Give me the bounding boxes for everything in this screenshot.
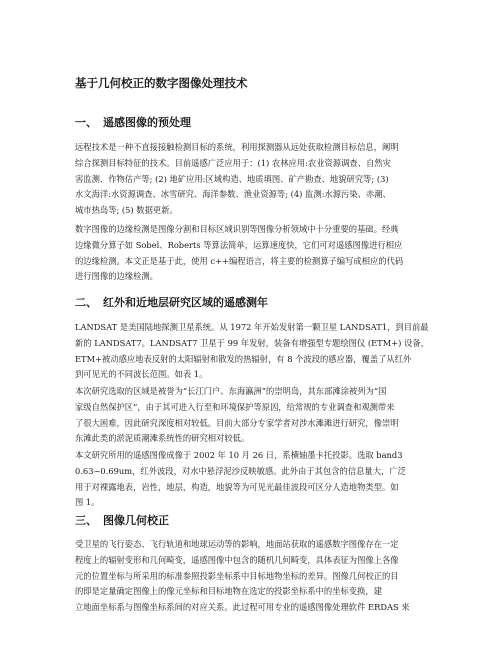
section-heading-text: 图像几何校正: [103, 514, 169, 527]
paragraph: [75, 448, 427, 511]
paragraph: [75, 537, 427, 616]
text-line: LANDSAT 是美国陆地探测卫星系统。从 1972 年开始发射第一颗卫星 LANDSAT1，到目前最: [75, 322, 429, 332]
text-line: 受卫星的飞行姿态、飞行轨道和地球运动等的影响，地面站获取的遥感数字图像存在一定: [75, 539, 399, 549]
text-line: 本次研究选取的区域是被誉为“长江门户、东海瀛洲”的崇明岛，其东部滩涂被列为“国: [75, 386, 387, 396]
text-line: 的边缘检测。本文正是基于此，使用 c++编程语言，将主要的检测算子编写成相应的代码: [75, 255, 404, 266]
text-line: 的即是定量确定图像上的像元坐标和目标地物在选定的投影坐标系中的坐标变换，建: [75, 586, 382, 597]
section-number: 二、: [75, 296, 97, 309]
section-number: 三、: [75, 514, 97, 527]
text-line: 远程技术是一种不直接接触检测目标的系统，利用探测器从远处获取检测目标信息，阐明: [75, 142, 399, 152]
paragraph: [75, 320, 427, 383]
text-line: ETM+被动感应地表反射的太阳辐射和散发的热辐射，有 8 个波段的感应器，覆盖了从红外: [75, 353, 412, 364]
section-heading-3: [75, 514, 435, 528]
text-line: 东滩此类的淤泥质潮滩系统性的研究相对较低。: [75, 433, 250, 444]
section-heading-2: [75, 296, 435, 310]
paragraph: [75, 384, 427, 447]
text-line: 边缘微分算子如 Sobel、Roberts 等算法简单，运算速度快，它们可对遥感图像进行相应: [75, 239, 403, 250]
section-heading-text: 红外和近地层研究区域的遥感测年: [103, 296, 268, 309]
section-number: 一、: [75, 116, 97, 129]
text-line: 家级自然保护区”，由于其可进入行至和环境保护等原因，给常规的专业调查和观测带来: [75, 401, 395, 412]
text-line: 进行图像的边缘检测。: [75, 271, 158, 282]
text-line: 本文研究所用的遥感图像成像于 2002 年 10 月 26 日，系横轴墨卡托投影。选取 band3: [75, 450, 403, 460]
text-line: 图 1。: [75, 497, 100, 508]
text-line: 到可见光的不同波长范围。如表 1。: [75, 369, 208, 380]
text-line: 用于对裸露地表，岩性，地层，构造，地貌等为可见光最佳波段可区分人造地物类型。如: [75, 481, 399, 492]
text-line: 数字图像的边缘检测是图像分割和目标区域识别等图像分析领域中十分重要的基础。经典: [75, 224, 399, 234]
section-heading-text: 遥感图像的预处理: [103, 116, 191, 129]
text-line: 城市热岛等; (5) 数据更新。: [75, 205, 178, 216]
text-line: 了很大困难，因此研究深度相对较低。目前大部分专家学者对涉水滩滩进行研究，像崇明: [75, 417, 399, 428]
section-heading-1: [75, 116, 435, 130]
text-line: 元的位置坐标与所采用的标准参照投影坐标系中目标地物坐标的差异。图像几何校正的目: [75, 570, 399, 581]
paragraph: [75, 222, 427, 285]
text-line: 新的 LANDSAT7。LANDSAT7 卫星于 99 年发射，装备有增强型专题绘图仪 (ETM+) 设备，: [75, 337, 429, 348]
text-line: 立地面坐标系与图像坐标系间的对应关系。此过程可用专业的遥感图像处理软件 ERDAS 来: [75, 602, 410, 613]
text-line: 程度上的辐射变形和几何畸变，遥感图像中包含的随机几何畸变，具体表征为图像上各像: [75, 554, 399, 565]
text-line: 综合探测目标特征的技术。目前遥感广泛应用于：(1) 农林应用:农业资源调查、自然灾: [75, 157, 391, 168]
paragraph: [75, 140, 427, 219]
text-line: 水文海洋:水资源调查、冰雪研究、海洋参数、渔业资源等; (4) 监测:水源污染、赤潮、: [75, 189, 391, 200]
text-line: 0.63~0.69um，红外波段，对水中悬浮泥沙反映敏感。此外由于其包含的信息量大，广泛: [75, 465, 406, 476]
text-line: 害监测、作物估产等; (2) 地矿应用:区域构造、地质填图、矿产勘查、地貌研究等; (3): [75, 173, 389, 184]
document-title: 基于几何校正的数字图像处理技术: [75, 76, 248, 90]
